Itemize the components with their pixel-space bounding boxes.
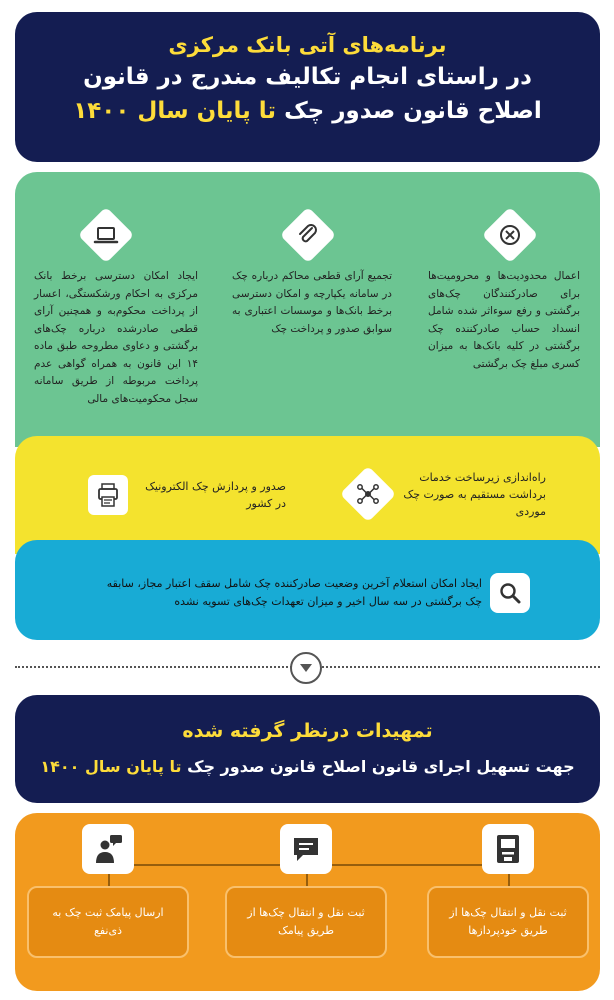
orange-item-2-box <box>225 886 387 958</box>
header-line-2: در راستای انجام تکالیف مندرج در قانون <box>83 64 532 90</box>
orange-item-1-text: ثبت نقل و انتقال چک‌ها از طریق خودپردازها <box>449 906 567 937</box>
green-col-1-text: اعمال محدودیت‌ها و محرومیت‌ها برای صادرکنندگان چک‌های برگشتی و رفع سوءاثر شده شامل انسداد حساب صادرکننده چک برگشتی در کلیه بانک‌ها به میزان کسری مبلغ چک برگشتی <box>428 270 580 370</box>
mid-banner-subtitle-highlight: تا پایان سال ۱۴۰۰ <box>40 757 182 776</box>
close-circle-icon <box>490 215 530 255</box>
yellow-item-1-text: راه‌اندازی زیرساخت خدمات برداشت مستقیم به صورت چک موردی <box>403 471 546 518</box>
header-line-3-main: اصلاح قانون صدور چک <box>284 98 542 124</box>
sms-icon <box>280 824 332 874</box>
chevron-down-icon <box>290 652 322 684</box>
mid-banner-subtitle-main: جهت تسهیل اجرای قانون اصلاح قانون صدور چک <box>187 757 575 776</box>
header-banner <box>15 12 600 162</box>
atm-icon <box>482 824 534 874</box>
header-line-1: برنامه‌های آتی بانک مرکزی <box>168 33 447 57</box>
orange-item-2-text: ثبت نقل و انتقال چک‌ها از طریق پیامک <box>247 906 365 937</box>
mid-banner-subtitle <box>15 751 600 783</box>
mid-banner <box>15 695 600 803</box>
search-icon <box>490 573 530 613</box>
orange-item-3-box <box>27 886 189 958</box>
paperclip-icon <box>288 215 328 255</box>
green-col-3-text: ایجاد امکان دسترسی برخط بانک مرکزی به احکام ورشکستگی، اعسار از پرداخت محکوم‌به و همچنین آرای قطعی صادرشده درباره چک‌های برگشتی و دعاوی مطروحه طبق ماده ۱۴ این قانون به همراه گواهی عدم پرداخت مربوطه از طریق سامانه سجل محکومیت‌های مالی <box>34 270 198 405</box>
mid-banner-title: تمهیدات درنظر گرفته شده <box>182 720 433 742</box>
header-line-3 <box>15 94 600 128</box>
laptop-icon <box>86 215 126 255</box>
yellow-item-2-text: صدور و پردازش چک الکترونیک در کشور <box>145 480 286 510</box>
blue-text: ایجاد امکان استعلام آخرین وضعیت صادرکننده چک شامل سقف اعتبار مجاز، سابقه چک برگشتی در سه سال اخیر و میزان تعهدات چک‌های تسویه نشده <box>106 577 482 608</box>
header-line-3-highlight: تا پایان سال ۱۴۰۰ <box>73 98 277 124</box>
network-icon <box>348 474 388 514</box>
orange-item-1-box <box>427 886 589 958</box>
person-message-icon <box>82 824 134 874</box>
document-print-icon <box>88 475 128 515</box>
orange-item-3-text: ارسال پیامک ثبت چک به ذی‌نفع <box>52 906 164 937</box>
green-col-2-text: تجمیع آرای قطعی محاکم درباره چک در سامانه یکپارچه و امکان دسترسی برخط بانک‌ها و موسسات اعتباری به سوابق صدور و پرداخت چک <box>232 270 392 335</box>
